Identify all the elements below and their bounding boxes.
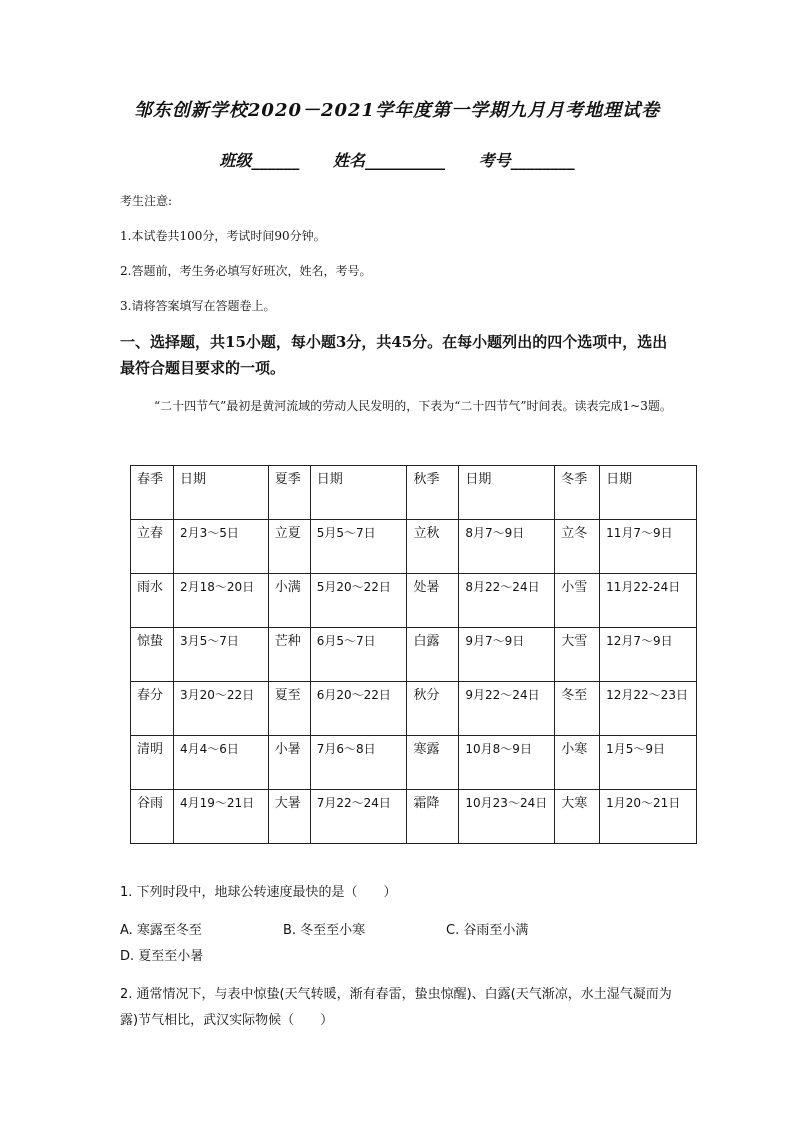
solar-term-cell: 小暑 — [268, 736, 310, 790]
table-header-cell: 冬季 — [555, 466, 600, 520]
table-row — [131, 520, 697, 574]
exam-number-field: 考号________ — [478, 151, 575, 170]
date-cell: 12月7～9日 — [600, 628, 697, 682]
question-1-options — [120, 918, 680, 970]
solar-term-cell: 大暑 — [268, 790, 310, 844]
solar-term-cell: 芒种 — [268, 628, 310, 682]
date-cell: 3月5～7日 — [173, 628, 268, 682]
note-item: 3.请将答案填写在答题卷上。 — [120, 299, 276, 313]
solar-term-cell: 处暑 — [407, 574, 459, 628]
name-field: 姓名__________ — [332, 151, 445, 170]
option-d: D. 夏至至小暑 — [120, 949, 204, 964]
date-cell: 11月7～9日 — [600, 520, 697, 574]
date-cell: 5月20～22日 — [310, 574, 407, 628]
solar-term-cell: 夏至 — [268, 682, 310, 736]
table-header-cell: 秋季 — [407, 466, 459, 520]
solar-term-cell: 惊蛰 — [131, 628, 174, 682]
date-cell: 1月20～21日 — [600, 790, 697, 844]
solar-term-cell: 大寒 — [555, 790, 600, 844]
solar-term-cell: 寒露 — [407, 736, 459, 790]
table-row — [131, 574, 697, 628]
date-cell: 6月5～7日 — [310, 628, 407, 682]
date-cell: 12月22～23日 — [600, 682, 697, 736]
solar-term-cell: 秋分 — [407, 682, 459, 736]
question-intro: “二十四节气”最初是黄河流域的劳动人民发明的，下表为“二十四节气”时间表。读表完成1~3题。 — [154, 399, 672, 413]
date-cell: 4月19～21日 — [173, 790, 268, 844]
solar-term-cell: 立冬 — [555, 520, 600, 574]
notes-heading: 考生注意: — [120, 194, 173, 208]
solar-term-cell: 白露 — [407, 628, 459, 682]
question-2-stem: 2. 通常情况下，与表中惊蛰(天气转暖，渐有春雷，蛰虫惊醒)、白露(天气渐凉，水土湿气凝而为露)节气相比，武汉实际物候（ ） — [120, 987, 672, 1028]
solar-term-cell: 立春 — [131, 520, 174, 574]
solar-term-cell: 小雪 — [555, 574, 600, 628]
question-1-stem: 1. 下列时段中，地球公转速度最快的是（ ） — [120, 885, 397, 900]
table-row — [131, 736, 697, 790]
note-item: 2.答题前，考生务必填写好班次，姓名，考号。 — [120, 264, 372, 278]
solar-term-cell: 冬至 — [555, 682, 600, 736]
table-header-cell: 春季 — [131, 466, 174, 520]
option-a: A. 寒露至冬至 — [120, 923, 202, 938]
option-b: B. 冬至至小寒 — [283, 923, 366, 938]
table-header-cell: 夏季 — [268, 466, 310, 520]
date-cell: 11月22-24日 — [600, 574, 697, 628]
table-row — [131, 682, 697, 736]
date-cell: 2月3～5日 — [173, 520, 268, 574]
table-header-row — [131, 466, 697, 520]
date-cell: 9月22～24日 — [459, 682, 555, 736]
table-row — [131, 628, 697, 682]
date-cell: 5月5～7日 — [310, 520, 407, 574]
date-cell: 1月5～9日 — [600, 736, 697, 790]
solar-term-cell: 小满 — [268, 574, 310, 628]
solar-term-cell: 立秋 — [407, 520, 459, 574]
solar-term-cell: 清明 — [131, 736, 174, 790]
table-header-cell: 日期 — [600, 466, 697, 520]
date-cell: 3月20～22日 — [173, 682, 268, 736]
student-info-line — [0, 148, 794, 171]
solar-term-cell: 雨水 — [131, 574, 174, 628]
solar-term-cell: 春分 — [131, 682, 174, 736]
date-cell: 4月4～6日 — [173, 736, 268, 790]
date-cell: 6月20～22日 — [310, 682, 407, 736]
exam-notes — [120, 192, 371, 332]
date-cell: 9月7～9日 — [459, 628, 555, 682]
date-cell: 8月7～9日 — [459, 520, 555, 574]
table-header-cell: 日期 — [173, 466, 268, 520]
date-cell: 7月22～24日 — [310, 790, 407, 844]
date-cell: 10月23～24日 — [459, 790, 555, 844]
table-header-cell: 日期 — [310, 466, 407, 520]
solar-term-cell: 谷雨 — [131, 790, 174, 844]
exam-title: 邹东创新学校2020－2021学年度第一学期九月月考地理试卷 — [133, 100, 661, 121]
solar-term-cell: 小寒 — [555, 736, 600, 790]
solar-term-cell: 大雪 — [555, 628, 600, 682]
date-cell: 7月6～8日 — [310, 736, 407, 790]
solar-term-cell: 霜降 — [407, 790, 459, 844]
table-header-cell: 日期 — [459, 466, 555, 520]
solar-term-cell: 立夏 — [268, 520, 310, 574]
option-c: C. 谷雨至小满 — [446, 923, 529, 938]
date-cell: 8月22～24日 — [459, 574, 555, 628]
date-cell: 10月8～9日 — [459, 736, 555, 790]
class-field: 班级______ — [219, 151, 300, 170]
solar-terms-table — [130, 465, 697, 844]
date-cell: 2月18～20日 — [173, 574, 268, 628]
note-item: 1.本试卷共100分，考试时间90分钟。 — [120, 229, 326, 243]
section-heading: 一、选择题，共15小题，每小题3分，共45分。在每小题列出的四个选项中，选出最符合题目要求的一项。 — [120, 333, 668, 377]
table-row — [131, 790, 697, 844]
